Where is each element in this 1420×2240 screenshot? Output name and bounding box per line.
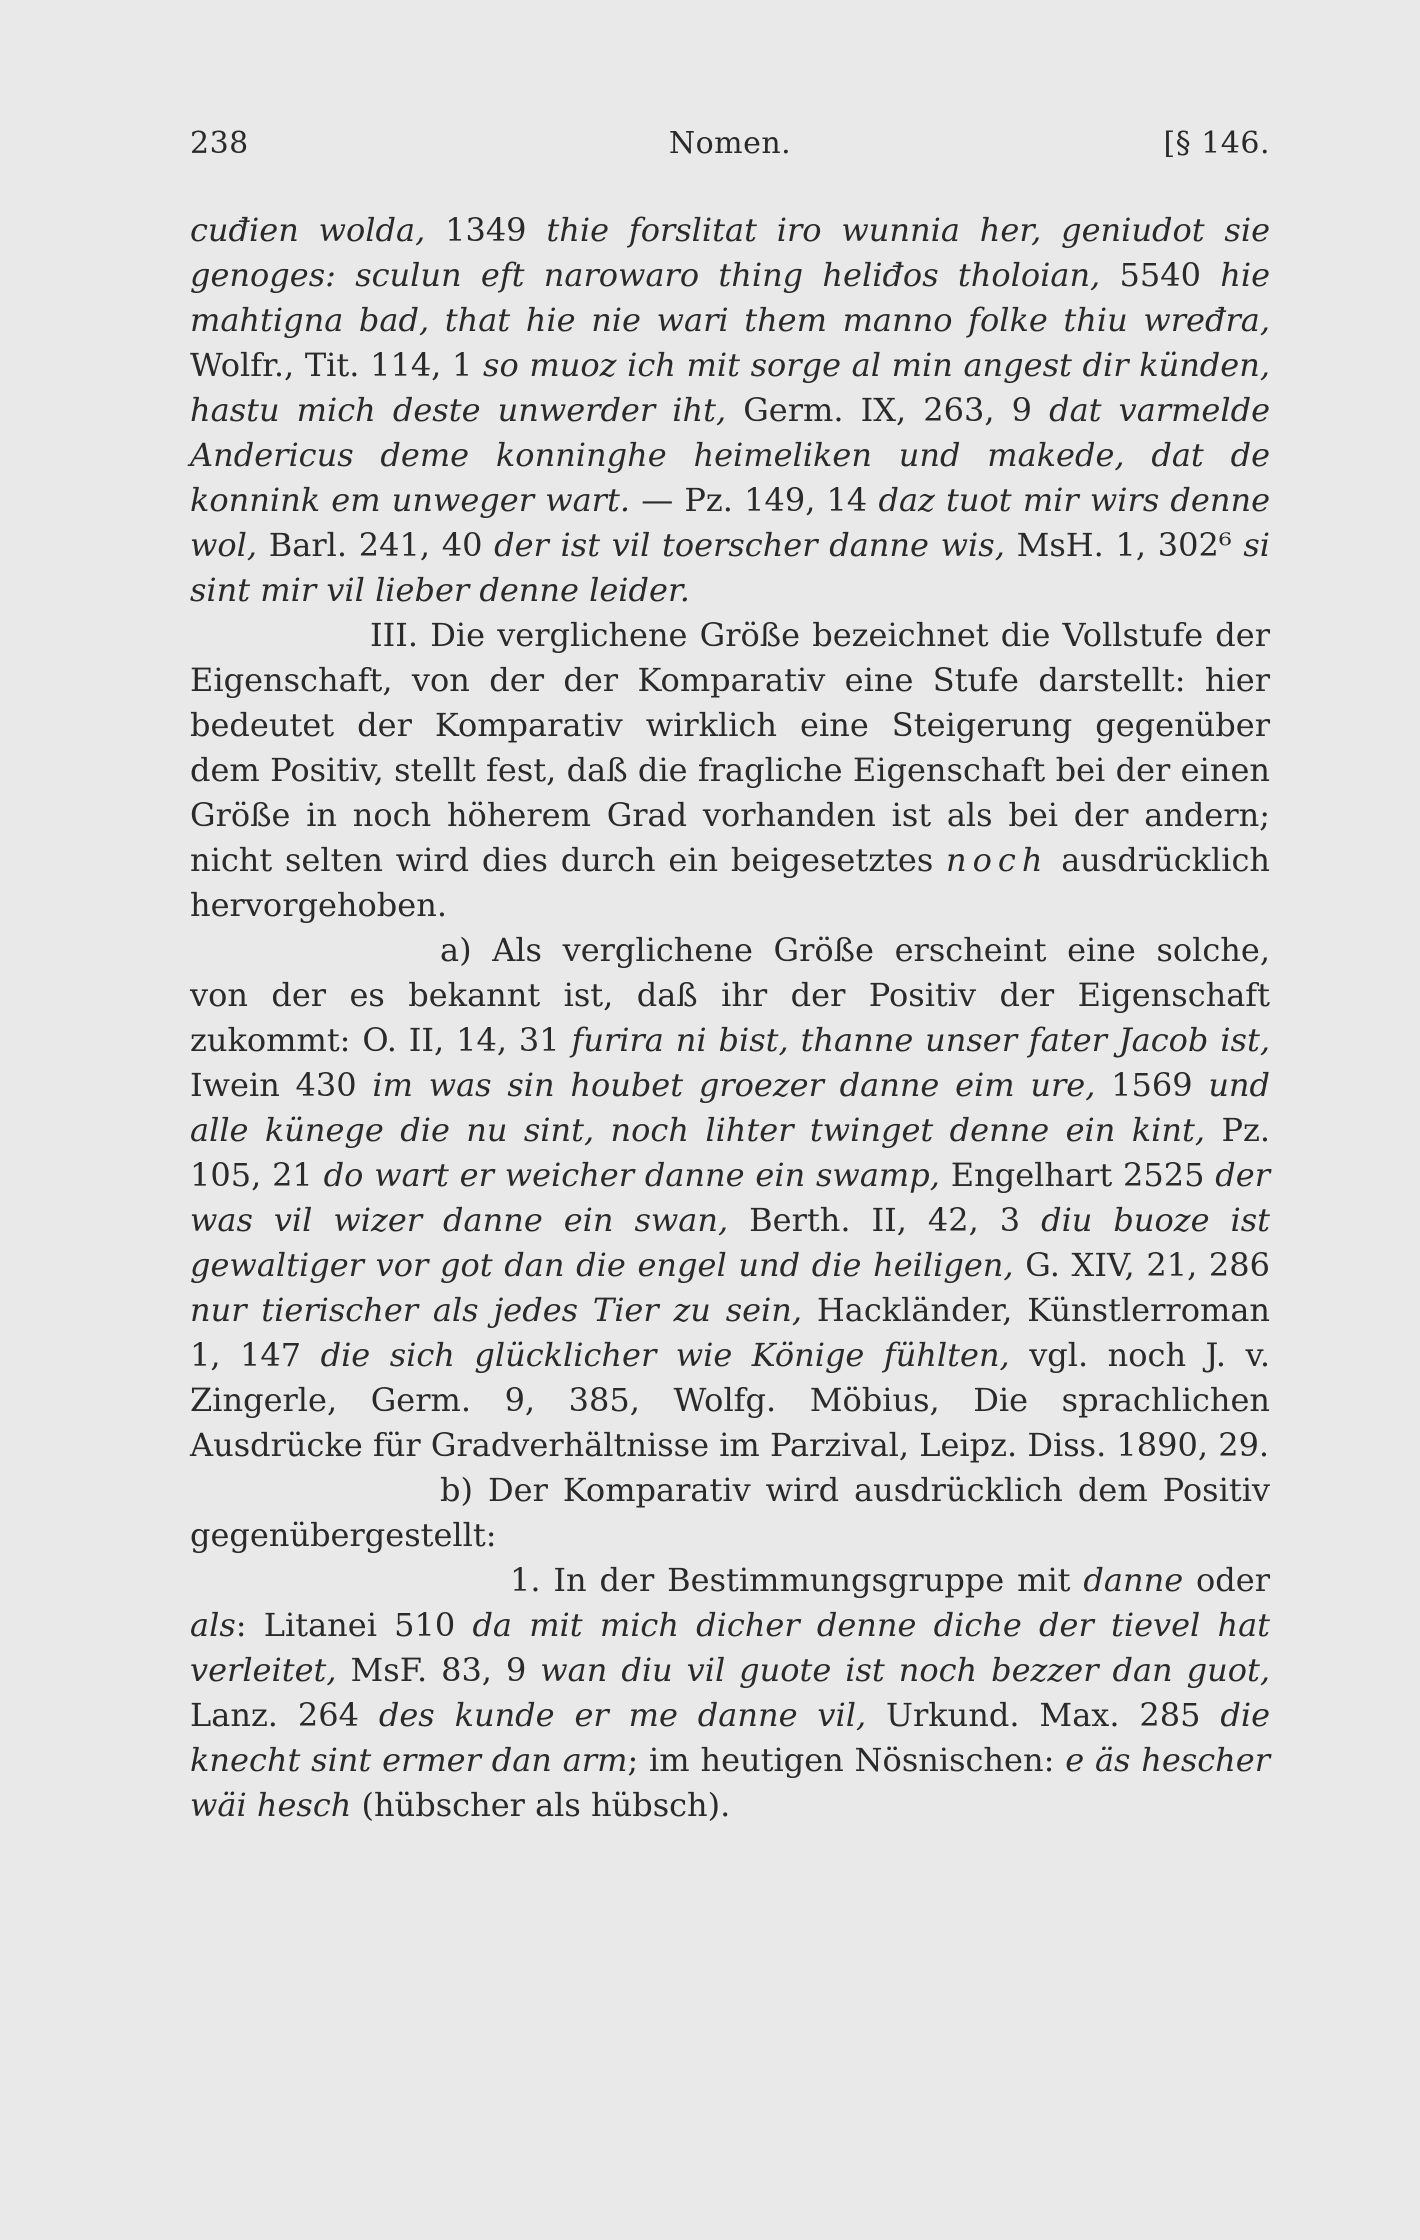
text-run: Iwein 430 <box>190 1066 373 1104</box>
text-run: b) Der Komparativ wird ausdrücklich dem Positiv gegenübergestellt: <box>190 1471 1270 1554</box>
text-run: Urkund. Max. 285 <box>886 1696 1221 1734</box>
text-run: G. XIV, 21, 286 <box>1025 1246 1271 1284</box>
text-run: Germ. IX, 263, 9 <box>743 391 1050 429</box>
text-run: Engelhart 2525 <box>950 1156 1216 1194</box>
italic-quotation: und alle künege die nu sint, noch lihter twinget denne ein kint, <box>190 1066 1271 1149</box>
text-run: Berth. II, 42, 3 <box>749 1201 1042 1239</box>
italic-quotation: do wart er weicher danne ein swamp, <box>323 1156 951 1194</box>
italic-quotation: der ist vil toerscher danne wis, <box>494 526 1017 564</box>
italic-quotation: e äs hescher wäi hesch <box>190 1741 1271 1824</box>
italic-quotation: si sint mir vil lieber denne leider. <box>190 526 1271 609</box>
text-run: : Litanei 510 <box>235 1606 473 1644</box>
italic-quotation: furira ni bist, thanne unser fater Jacob ist, <box>571 1021 1271 1059</box>
italic-quotation: wan diu vil guote ist noch bezzer dan guot, <box>540 1651 1271 1689</box>
italic-quotation: noch <box>946 841 1049 879</box>
text-run: oder <box>1183 1561 1271 1599</box>
text-run: III. Die verglichene Größe bezeichnet die Vollstufe der Eigenschaft, von der der Komparativ eine Stufe darstellt: hier bedeutet der Komparativ wirklich eine Steigerung gegenüber dem Positiv, stellt fest, daß die fragliche Eigenschaft bei der einen Größe in noch höherem Grad vorhanden ist als bei der andern; nicht selten wird dies durch ein beigesetztes <box>190 616 1270 879</box>
italic-quotation: der was vil wizer danne ein swan, <box>190 1156 1271 1239</box>
paragraph-subsection-b <box>190 1468 1270 1558</box>
italic-quotation: cuđien wolda, <box>190 211 446 249</box>
text-run: MsH. 1, 302⁶ <box>1016 526 1244 564</box>
text-run: 1. In der Bestimmungsgruppe mit <box>510 1561 1084 1599</box>
italic-quotation: danne <box>1083 1561 1184 1599</box>
text-run: 5540 <box>1119 256 1221 294</box>
text-run: (hübscher als hübsch). <box>351 1786 731 1824</box>
text-run: Wolfr., Tit. 114, 1 <box>190 346 484 384</box>
page-number: 238 <box>190 126 249 161</box>
text-run: a) Als verglichene Größe erscheint eine solche, von der es bekannt ist, daß ihr der Positiv der Eigenschaft zukommt: O. II, 14, 31 <box>190 931 1270 1059</box>
italic-quotation: diu buoze ist gewaltiger vor got dan die engel und die heiligen, <box>190 1201 1271 1284</box>
text-run: ; im heutigen Nösnischen: <box>627 1741 1066 1779</box>
italic-quotation: so muoz ich mit sorge al min angest dir künden, hastu mich deste unwerder iht, <box>190 346 1271 429</box>
italic-quotation: thie forslitat iro wunnia her, geniudot sie genoges: sculun eft narowaro thing heliđos tholoian, <box>190 211 1271 294</box>
italic-quotation: im was sin houbet groezer danne eim ure, <box>372 1066 1112 1104</box>
text-run: MsF. 83, 9 <box>350 1651 541 1689</box>
italic-quotation: die knecht sint ermer dan arm <box>190 1696 1270 1779</box>
italic-quotation: daz tuot mir wirs denne wol, <box>190 481 1270 564</box>
italic-quotation: die sich glücklicher wie Könige fühlten, <box>320 1336 1030 1374</box>
paragraph-item-1 <box>190 1558 1270 1828</box>
text-run: 1349 <box>445 211 547 249</box>
page-body <box>190 208 1270 1828</box>
text-run: Hackländer, Künstlerroman 1, 147 <box>190 1291 1271 1374</box>
paragraph-examples-continued <box>190 208 1270 613</box>
text-run: vgl. noch J. v. Zingerle, Germ. 9, 385, Wolfg. Möbius, Die sprachlichen Ausdrücke für Gradverhältnisse im Parzival, Leipz. Diss. 1890, 29. <box>190 1336 1271 1464</box>
running-title: Nomen. <box>668 126 792 161</box>
text-run: 1569 <box>1111 1066 1209 1104</box>
paragraph-subsection-a <box>190 928 1270 1468</box>
italic-quotation: dat varmelde Andericus deme konninghe heimeliken und makede, dat de konnink em unweger wart. <box>190 391 1271 519</box>
italic-quotation: als <box>190 1606 236 1644</box>
text-run: Pz. 105, 21 <box>190 1111 1270 1194</box>
text-run: Barl. 241, 40 <box>268 526 495 564</box>
italic-quotation: hie mahtigna bad, that hie nie wari them manno folke thiu wređra, <box>190 256 1271 339</box>
text-run: — Pz. 149, 14 <box>641 481 879 519</box>
paragraph-section-iii <box>190 613 1270 928</box>
italic-quotation: des kunde er me danne vil, <box>378 1696 886 1734</box>
italic-quotation: nur tierischer als jedes Tier zu sein, <box>190 1291 817 1329</box>
text-run: ausdrücklich hervorgehoben. <box>190 841 1271 924</box>
text-run: Lanz. 264 <box>190 1696 379 1734</box>
section-reference: [§ 146. <box>1163 126 1270 161</box>
running-header <box>190 126 1270 166</box>
italic-quotation: da mit mich dicher denne diche der tievel hat verleitet, <box>190 1606 1271 1689</box>
